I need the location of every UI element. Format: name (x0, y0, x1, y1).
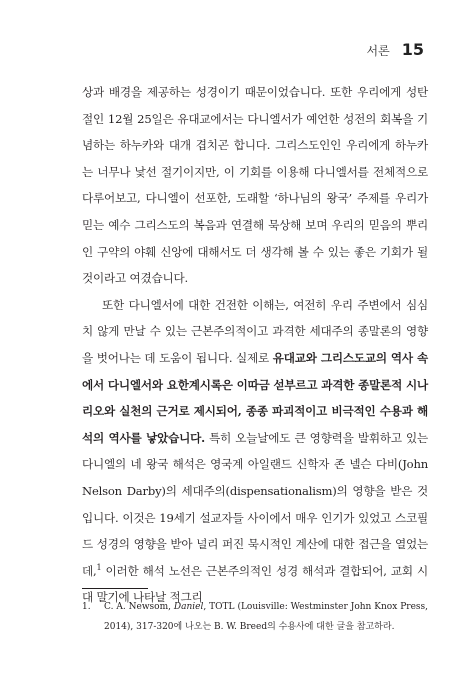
footnote-text-b: , TOTL (Louisville: Westminster John Knox Press, 2014), 317-320에 나오는 B. W. Breed의 수용사에 대한 글을 참고하라. (104, 602, 428, 632)
footnote-text (104, 598, 428, 637)
footnote-reference[interactable]: 1 (96, 562, 102, 572)
footnote-number: 1. (82, 602, 91, 612)
paragraph-2-text-b: 특히 오늘날에도 큰 영향력을 발휘하고 있는 다니엘의 네 왕국 해석은 영국계 아일랜드 신학자 존 넬슨 다비(John Nelson Darby)의 세대주의(dispensationalism)의 영향을 받은 것입니다. 이것은 19세기 설교자들 사이에서 매우 인기가 있었고 스코필드 성경의 영향을 받아 널리 퍼진 묵시적인 계산에 대한 접근을 열었는데, (82, 430, 428, 578)
running-header (367, 40, 424, 59)
footnote (82, 598, 428, 637)
section-title: 서론 (366, 44, 390, 58)
paragraph-2-text-c: 이러한 해석 노선은 근본주의적인 성경 해석과 결합되어, 교회 시대 말기에 나타날 적그리 (82, 563, 428, 605)
paragraph-2-bold-emphasis: 유대교와 그리스도교의 역사 속에서 다니엘서와 요한계시록은 이따금 섣부르고 과격한 종말론적 시나리오와 실천의 근거로 제시되어, 종종 파괴적이고 비극적인 수용과 해석의 역사를 낳았습니다. (82, 350, 428, 445)
paragraph-2-text-a: 또한 다니엘서에 대한 건전한 이해는, 여전히 우리 주변에서 심심치 않게 만날 수 있는 근본주의적이고 과격한 세대주의 종말론의 영향을 벗어나는 데 도움이 됩니다. 실제로 (82, 297, 428, 365)
paragraph-1: 상과 배경을 제공하는 성경이기 때문이었습니다. 또한 우리에게 성탄절인 12월 25일은 유대교에서는 다니엘서가 예언한 성전의 회복을 기념하는 하누카와 대개 겹치곤 합니다. 그리스도인인 우리에게 하누카는 너무나 낯선 절기이지만, 이 기회를 이용해 다니엘서를 전체적으로 다루어보고, 다니엘이 선포한, 도래할 ‘하나님의 왕국’ 주제를 우리가 믿는 예수 그리스도의 복음과 연결해 묵상해 보며 우리의 믿음의 뿌리인 구약의 야훼 신앙에 대해서도 더 생각해 볼 수 있는 좋은 기회가 될 것이라고 여겼습니다. (82, 85, 428, 286)
page-number: 15 (401, 40, 424, 59)
footnote-text-a: C. A. Newsom, (104, 602, 174, 612)
footnote-book-title: Daniel (173, 602, 204, 612)
footnote-divider (82, 588, 148, 589)
paragraph-2 (82, 292, 428, 611)
body-text (82, 79, 428, 611)
